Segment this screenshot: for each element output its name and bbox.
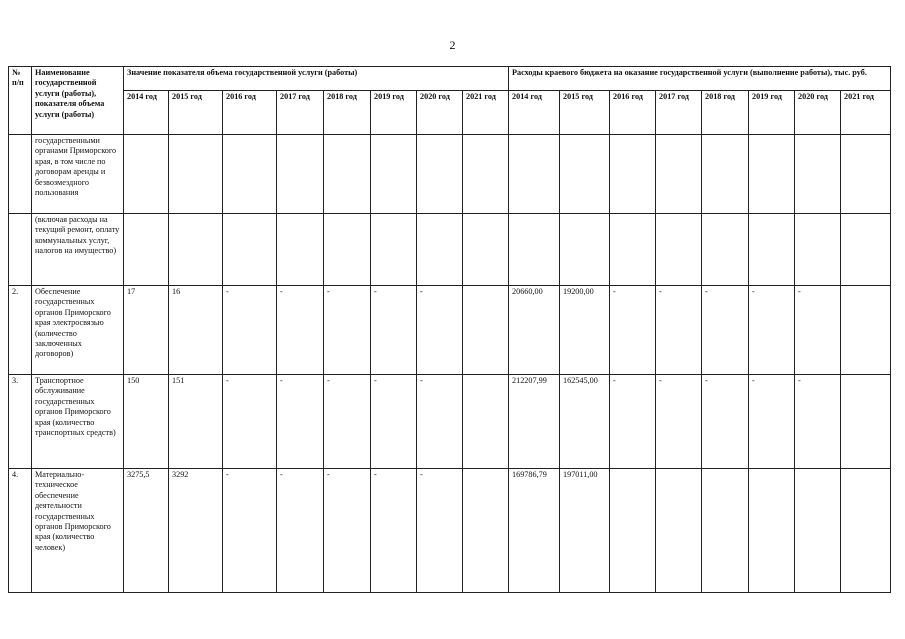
volume-value-cell: [417, 214, 463, 286]
volume-value-cell: -: [371, 375, 417, 469]
expense-value-cell: -: [702, 375, 749, 469]
volume-value-cell: [169, 135, 223, 214]
expense-value-cell: -: [795, 375, 841, 469]
row-number-cell: [9, 214, 32, 286]
expense-value-cell: -: [656, 286, 702, 375]
volume-value-cell: [463, 375, 509, 469]
table-row: [9, 286, 891, 375]
volume-value-cell: -: [277, 286, 324, 375]
expense-value-cell: [795, 214, 841, 286]
header-row-groups: [9, 67, 891, 91]
header-year-expense: 2020 год: [795, 91, 841, 135]
page-number: 2: [449, 38, 456, 52]
row-number-cell: 4.: [9, 469, 32, 593]
volume-value-cell: [371, 214, 417, 286]
header-year-expense: 2016 год: [610, 91, 656, 135]
expense-value-cell: -: [749, 286, 795, 375]
expense-value-cell: -: [795, 286, 841, 375]
expense-value-cell: 197011,00: [560, 469, 610, 593]
volume-value-cell: [277, 214, 324, 286]
expense-value-cell: [610, 214, 656, 286]
header-year-expense: 2017 год: [656, 91, 702, 135]
expense-value-cell: [841, 286, 891, 375]
row-name-cell: Обеспечение государственных органов Приморского края электросвязью (количество заключенных договоров): [32, 286, 124, 375]
volume-value-cell: -: [223, 286, 277, 375]
table-row: [9, 135, 891, 214]
expense-value-cell: [610, 135, 656, 214]
table-row: [9, 469, 891, 593]
header-year-expense: 2021 год: [841, 91, 891, 135]
volume-value-cell: 151: [169, 375, 223, 469]
header-year-volume: 2021 год: [463, 91, 509, 135]
volume-value-cell: [324, 135, 371, 214]
header-year-expense: 2019 год: [749, 91, 795, 135]
expense-value-cell: [656, 469, 702, 593]
expense-value-cell: [841, 469, 891, 593]
volume-value-cell: -: [223, 469, 277, 593]
expense-value-cell: -: [610, 375, 656, 469]
header-year-volume: 2019 год: [371, 91, 417, 135]
volume-value-cell: [417, 135, 463, 214]
expense-value-cell: [702, 214, 749, 286]
expense-value-cell: [702, 469, 749, 593]
volume-value-cell: [463, 135, 509, 214]
row-name-cell: государственными органами Приморского края, в том числе по договорам аренды и безвозмездного пользования: [32, 135, 124, 214]
volume-value-cell: 16: [169, 286, 223, 375]
expense-value-cell: 162545,00: [560, 375, 610, 469]
expense-value-cell: [795, 135, 841, 214]
volume-value-cell: -: [371, 286, 417, 375]
volume-value-cell: 150: [124, 375, 169, 469]
header-year-expense: 2014 год: [509, 91, 560, 135]
header-col-number: № п/п: [9, 67, 32, 135]
row-name-cell: Транспортное обслуживание государственных органов Приморского края (количество транспортных средств): [32, 375, 124, 469]
expense-value-cell: [656, 214, 702, 286]
expense-value-cell: [841, 375, 891, 469]
row-number-cell: 3.: [9, 375, 32, 469]
expense-value-cell: [749, 135, 795, 214]
header-year-expense: 2018 год: [702, 91, 749, 135]
volume-value-cell: [463, 214, 509, 286]
row-name-cell: (включая расходы на текущий ремонт, оплату коммунальных услуг, налогов на имущество): [32, 214, 124, 286]
table-row: [9, 375, 891, 469]
table-row: [9, 214, 891, 286]
expense-value-cell: [841, 214, 891, 286]
expense-value-cell: 212207,99: [509, 375, 560, 469]
header-group-expense: Расходы краевого бюджета на оказание государственной услуги (выполнение работы), тыс. руб.: [509, 67, 891, 91]
header-year-volume: 2015 год: [169, 91, 223, 135]
volume-value-cell: [463, 286, 509, 375]
volume-value-cell: [463, 469, 509, 593]
expense-value-cell: [509, 214, 560, 286]
expense-value-cell: -: [656, 375, 702, 469]
expense-value-cell: 19200,00: [560, 286, 610, 375]
expense-value-cell: [841, 135, 891, 214]
row-number-cell: 2.: [9, 286, 32, 375]
header-year-expense: 2015 год: [560, 91, 610, 135]
expense-value-cell: [749, 214, 795, 286]
volume-value-cell: 17: [124, 286, 169, 375]
volume-value-cell: [371, 135, 417, 214]
expense-value-cell: [702, 135, 749, 214]
volume-value-cell: -: [417, 375, 463, 469]
expense-value-cell: 169786,79: [509, 469, 560, 593]
expense-value-cell: -: [749, 375, 795, 469]
volume-value-cell: 3275,5: [124, 469, 169, 593]
row-number-cell: [9, 135, 32, 214]
volume-value-cell: -: [417, 469, 463, 593]
volume-value-cell: -: [277, 469, 324, 593]
volume-value-cell: -: [371, 469, 417, 593]
expense-value-cell: -: [702, 286, 749, 375]
volume-value-cell: [124, 135, 169, 214]
expense-value-cell: [749, 469, 795, 593]
header-year-volume: 2020 год: [417, 91, 463, 135]
volume-value-cell: [277, 135, 324, 214]
volume-value-cell: [223, 135, 277, 214]
volume-value-cell: -: [277, 375, 324, 469]
header-year-volume: 2017 год: [277, 91, 324, 135]
header-row-years: [9, 91, 891, 135]
expense-value-cell: [560, 135, 610, 214]
volume-value-cell: -: [417, 286, 463, 375]
volume-value-cell: 3292: [169, 469, 223, 593]
expense-value-cell: [610, 469, 656, 593]
expense-value-cell: [509, 135, 560, 214]
volume-value-cell: [169, 214, 223, 286]
volume-value-cell: [324, 214, 371, 286]
volume-value-cell: -: [223, 375, 277, 469]
header-year-volume: 2018 год: [324, 91, 371, 135]
expense-value-cell: [656, 135, 702, 214]
row-name-cell: Материально-техническое обеспечение деятельности государственных органов Приморского края (количество человек): [32, 469, 124, 593]
header-col-name: Наименование государственной услуги (работы), показателя объема услуги (работы): [32, 67, 124, 135]
expense-value-cell: [560, 214, 610, 286]
header-year-volume: 2016 год: [223, 91, 277, 135]
volume-value-cell: -: [324, 286, 371, 375]
expense-value-cell: -: [610, 286, 656, 375]
header-year-volume: 2014 год: [124, 91, 169, 135]
volume-value-cell: -: [324, 469, 371, 593]
header-group-volume: Значение показателя объема государственной услуги (работы): [124, 67, 509, 91]
volume-value-cell: [223, 214, 277, 286]
volume-value-cell: -: [324, 375, 371, 469]
expense-value-cell: 20660,00: [509, 286, 560, 375]
indicators-table: [8, 66, 891, 593]
volume-value-cell: [124, 214, 169, 286]
expense-value-cell: [795, 469, 841, 593]
